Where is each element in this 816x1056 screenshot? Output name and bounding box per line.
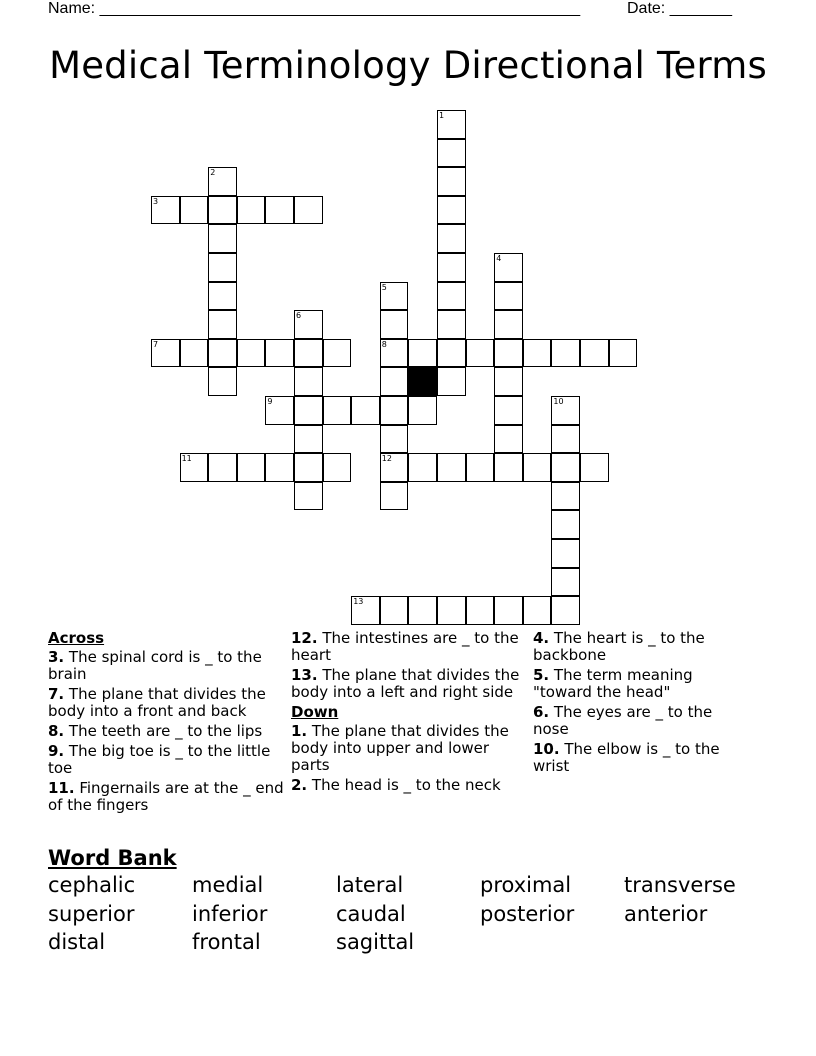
crossword-cell[interactable] (523, 453, 552, 482)
crossword-cell[interactable] (237, 453, 266, 482)
crossword-cell[interactable] (408, 596, 437, 625)
crossword-cell[interactable] (380, 425, 409, 454)
crossword-cell[interactable] (551, 539, 580, 568)
crossword-cell[interactable] (208, 282, 237, 311)
crossword-cell[interactable] (523, 596, 552, 625)
crossword-cell[interactable] (437, 196, 466, 225)
crossword-cell[interactable] (494, 396, 523, 425)
clue-number: 6 (296, 311, 302, 321)
crossword-cell[interactable] (151, 339, 180, 368)
crossword-cell[interactable] (551, 482, 580, 511)
word-bank-item: caudal (336, 902, 406, 926)
clue-number: 5 (381, 282, 387, 292)
word-bank-item: medial (192, 873, 264, 897)
crossword-cell[interactable] (494, 367, 523, 396)
crossword-cell[interactable] (437, 367, 466, 396)
crossword-cell[interactable] (265, 339, 294, 368)
crossword-cell[interactable] (351, 596, 380, 625)
crossword-cell[interactable] (323, 396, 352, 425)
word-bank-item: lateral (336, 873, 404, 897)
word-bank-item: superior (48, 902, 135, 926)
crossword-cell[interactable] (551, 510, 580, 539)
crossword-cell[interactable] (294, 482, 323, 511)
crossword-cell[interactable] (408, 339, 437, 368)
clue-down-10: 10. The elbow is _ to the wrist (533, 740, 720, 775)
clue-number: 11 (181, 454, 192, 464)
crossword-cell[interactable] (380, 482, 409, 511)
clue-across-7: 7. The plane that divides the body into a front and back (48, 685, 266, 720)
crossword-cell[interactable] (494, 453, 523, 482)
crossword-cell[interactable] (323, 339, 352, 368)
crossword-cell[interactable] (265, 453, 294, 482)
crossword-cell[interactable] (180, 453, 209, 482)
word-bank-item: inferior (192, 902, 268, 926)
clue-number: 3 (153, 196, 159, 206)
crossword-cell[interactable] (380, 339, 409, 368)
word-bank-item: frontal (192, 930, 261, 954)
clues-column-2 (291, 630, 527, 797)
crossword-cell[interactable] (580, 453, 609, 482)
clue-across-13: 13. The plane that divides the body into a left and right side (291, 666, 520, 701)
clue-across-12: 12. The intestines are _ to the heart (291, 629, 519, 664)
crossword-cell[interactable] (551, 396, 580, 425)
crossword-cell[interactable] (437, 453, 466, 482)
across-heading: Across (48, 629, 105, 647)
clue-number: 9 (267, 397, 273, 406)
down-heading: Down (291, 703, 339, 721)
crossword-cell[interactable] (551, 596, 580, 625)
crossword-cell[interactable] (380, 396, 409, 425)
crossword-cell[interactable] (208, 310, 237, 339)
crossword-cell[interactable] (208, 167, 237, 196)
clues-column-3 (533, 630, 733, 778)
date-field-label: Date: _______ (627, 0, 732, 17)
crossword-cell[interactable] (294, 339, 323, 368)
clue-across-3: 3. The spinal cord is _ to the brain (48, 648, 262, 683)
crossword-cell[interactable] (265, 396, 294, 425)
crossword-cell[interactable] (466, 339, 495, 368)
crossword-cell[interactable] (437, 282, 466, 311)
clue-number: 1 (439, 111, 445, 120)
crossword-cell[interactable] (208, 253, 237, 282)
crossword-cell[interactable] (380, 310, 409, 339)
crossword-cell[interactable] (551, 425, 580, 454)
crossword-cell[interactable] (437, 253, 466, 282)
crossword-cell[interactable] (208, 453, 237, 482)
crossword-cell[interactable] (294, 425, 323, 454)
crossword-cell[interactable] (294, 396, 323, 425)
crossword-cell[interactable] (208, 196, 237, 225)
word-bank-item: cephalic (48, 873, 136, 897)
word-bank-title: Word Bank (48, 846, 177, 870)
crossword-cell[interactable] (494, 253, 523, 282)
crossword-cell[interactable] (437, 310, 466, 339)
clue-across-9: 9. The big toe is _ to the little toe (48, 742, 271, 777)
word-bank-item: posterior (480, 902, 575, 926)
clue-down-1: 1. The plane that divides the body into upper and lower parts (291, 722, 509, 774)
page-title: Medical Terminology Directional Terms (49, 44, 767, 87)
word-bank-item: sagittal (336, 930, 415, 954)
crossword-cell[interactable] (494, 282, 523, 311)
clue-down-2: 2. The head is _ to the neck (291, 776, 501, 794)
crossword-cell[interactable] (237, 196, 266, 225)
crossword-cell[interactable] (180, 196, 209, 225)
clue-number: 2 (210, 168, 216, 178)
crossword-cell[interactable] (180, 339, 209, 368)
clue-across-11: 11. Fingernails are at the _ end of the fingers (48, 779, 284, 814)
crossword-cell[interactable] (151, 196, 180, 225)
crossword-cell[interactable] (323, 453, 352, 482)
clues-column-1 (48, 630, 284, 817)
clue-number: 13 (353, 597, 364, 607)
crossword-cell[interactable] (494, 425, 523, 454)
clue-down-6: 6. The eyes are _ to the nose (533, 703, 713, 738)
crossword-cell[interactable] (294, 453, 323, 482)
crossword-black-cell (408, 367, 437, 396)
clue-number: 8 (381, 339, 387, 349)
word-bank-item: anterior (624, 902, 708, 926)
crossword-cell[interactable] (208, 367, 237, 396)
crossword-cell[interactable] (494, 310, 523, 339)
crossword-cell[interactable] (237, 339, 266, 368)
clue-number: 12 (381, 454, 392, 464)
crossword-cell[interactable] (351, 396, 380, 425)
crossword-cell[interactable] (265, 196, 294, 225)
crossword-cell[interactable] (551, 568, 580, 597)
crossword-cell[interactable] (523, 339, 552, 368)
crossword-cell[interactable] (408, 453, 437, 482)
name-field-label: Name: ______________________________________________________ (48, 0, 581, 17)
word-bank-item: transverse (624, 873, 736, 897)
crossword-cell[interactable] (551, 339, 580, 368)
crossword-cell[interactable] (380, 282, 409, 311)
crossword-cell[interactable] (208, 339, 237, 368)
crossword-cell[interactable] (551, 453, 580, 482)
clue-across-8: 8. The teeth are _ to the lips (48, 722, 263, 740)
word-bank-item: proximal (480, 873, 572, 897)
crossword-cell[interactable] (437, 167, 466, 196)
word-bank-item: distal (48, 930, 106, 954)
crossword-cell[interactable] (437, 596, 466, 625)
crossword-cell[interactable] (294, 310, 323, 339)
crossword-cell[interactable] (609, 339, 638, 368)
crossword-cell[interactable] (408, 396, 437, 425)
crossword-cell[interactable] (580, 339, 609, 368)
crossword-cell[interactable] (437, 110, 466, 139)
crossword-cell[interactable] (294, 196, 323, 225)
crossword-cell[interactable] (466, 596, 495, 625)
crossword-cell[interactable] (437, 339, 466, 368)
clue-number: 7 (153, 339, 159, 349)
crossword-cell[interactable] (494, 596, 523, 625)
crossword-cell[interactable] (208, 224, 237, 253)
clue-down-5: 5. The term meaning "toward the head" (533, 666, 693, 701)
crossword-cell[interactable] (494, 339, 523, 368)
crossword-cell[interactable] (437, 139, 466, 168)
clue-number: 10 (553, 397, 564, 406)
crossword-cell[interactable] (466, 453, 495, 482)
crossword-cell[interactable] (380, 367, 409, 396)
crossword-cell[interactable] (437, 224, 466, 253)
clue-number: 4 (496, 254, 502, 263)
crossword-cell[interactable] (380, 453, 409, 482)
crossword-cell[interactable] (380, 596, 409, 625)
crossword-cell[interactable] (294, 367, 323, 396)
clue-down-4: 4. The heart is _ to the backbone (533, 629, 705, 664)
